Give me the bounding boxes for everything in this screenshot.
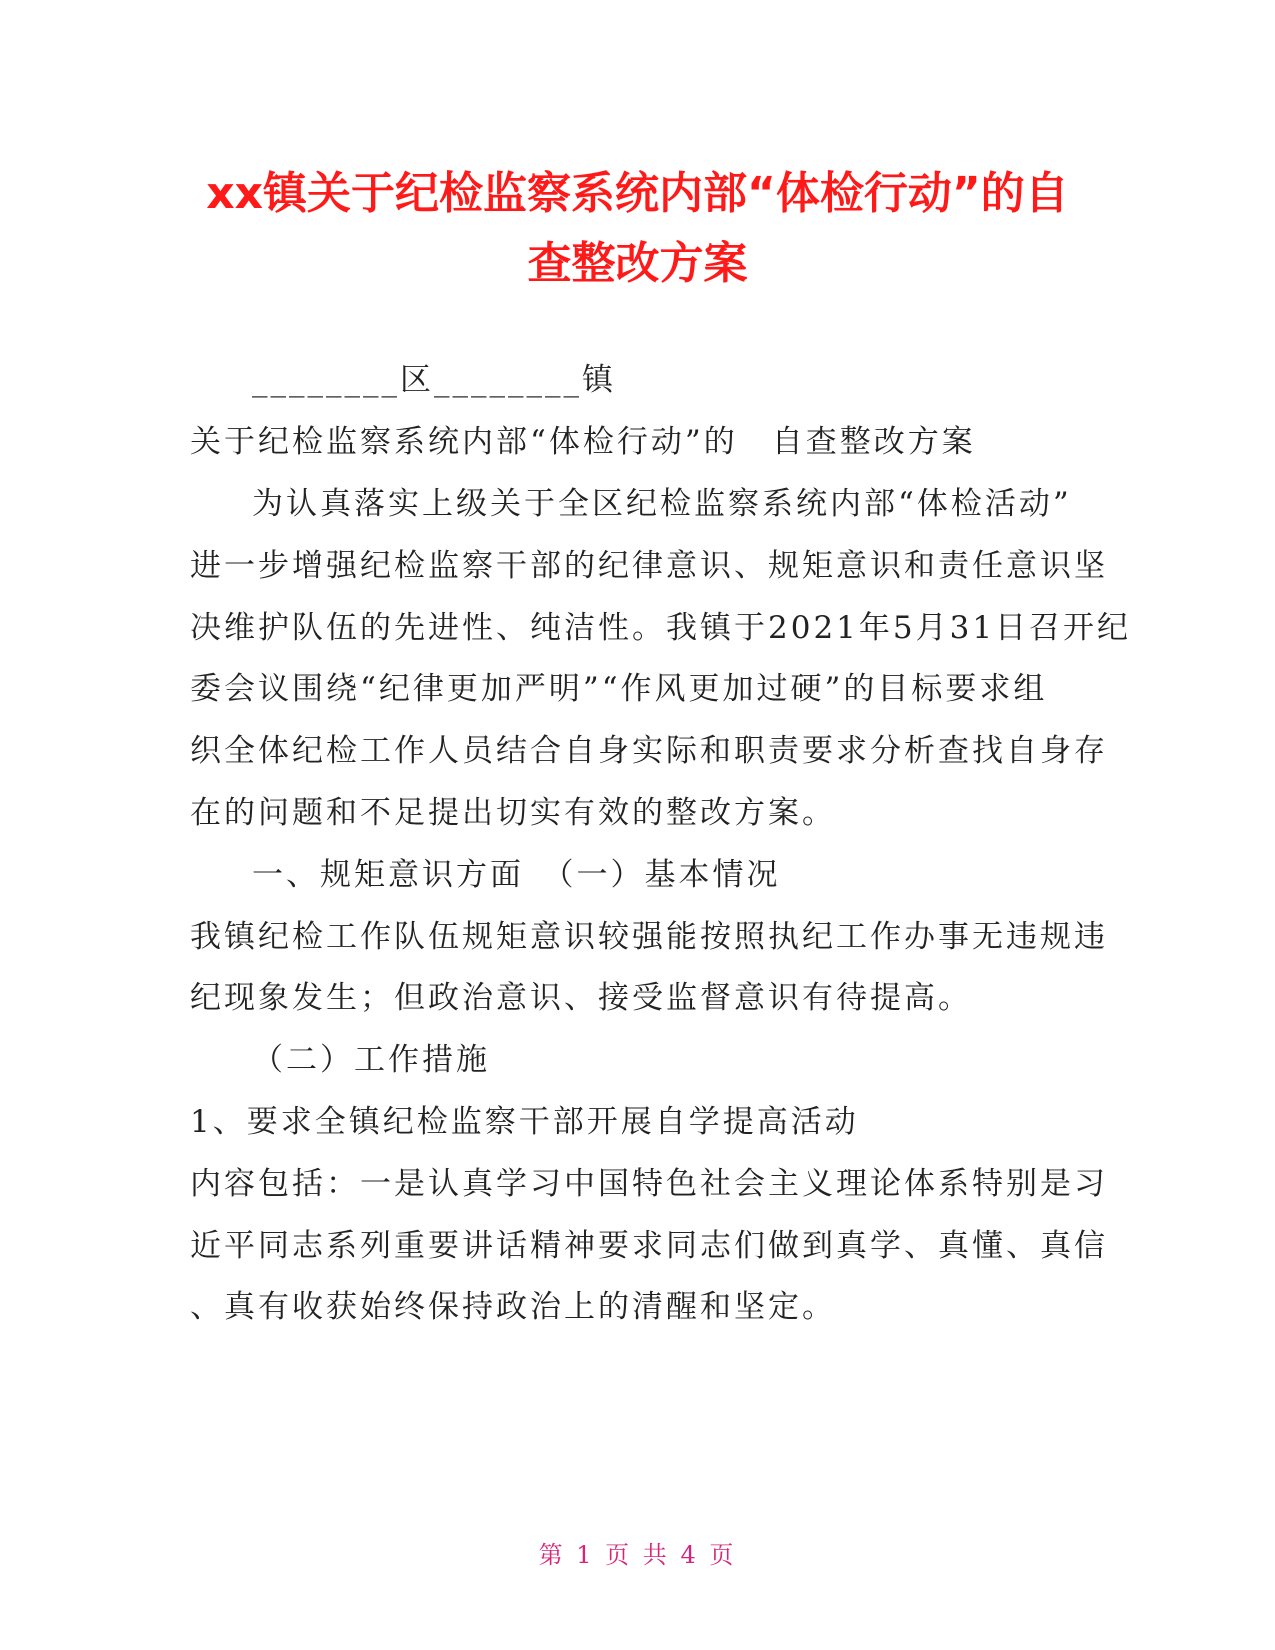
list-item-heading: 1、要求全镇纪检监察干部开展自学提高活动 [190,1104,859,1140]
body-paragraph-line: 决维护队伍的先进性、纯洁性。我镇于2021年5月31日召开纪 [190,610,1132,646]
body-paragraph-line: 我镇纪检工作队伍规矩意识较强能按照执纪工作办事无违规违 [190,919,1108,955]
body-paragraph-line: 近平同志系列重要讲话精神要求同志们做到真学、真懂、真信 [190,1228,1108,1264]
body-paragraph-line: 为认真落实上级关于全区纪检监察系统内部“体检活动” [252,486,1072,522]
body-paragraph-line: 在的问题和不足提出切实有效的整改方案。 [190,795,836,831]
body-paragraph-line: 内容包括：一是认真学习中国特色社会主义理论体系特别是习 [190,1166,1108,1202]
body-paragraph-line: 纪现象发生；但政治意识、接受监督意识有待提高。 [190,980,972,1016]
subtitle-line: 关于纪检监察系统内部“体检行动”的 自查整改方案 [190,424,976,460]
document-title-line-2: 查整改方案 [527,238,748,289]
body-paragraph-line: 委会议围绕“纪律更加严明”“作风更加过硬”的目标要求组 [190,671,1048,707]
body-paragraph-line: 进一步增强纪检监察干部的纪律意识、规矩意识和责任意识坚 [190,548,1108,584]
body-paragraph-line: 、真有收获始终保持政治上的清醒和坚定。 [190,1289,836,1325]
district-town-blank-line: ________区________镇 [252,362,616,398]
document-title-line-1: xx镇关于纪检监察系统内部“体检行动”的自 [206,168,1069,219]
subsection-heading: （二）工作措施 [252,1042,490,1078]
page-number-footer: 第 1 页 共 4 页 [538,1541,737,1569]
body-paragraph-line: 织全体纪检工作人员结合自身实际和职责要求分析查找自身存 [190,733,1108,769]
section-heading: 一、规矩意识方面 （一）基本情况 [252,857,781,893]
